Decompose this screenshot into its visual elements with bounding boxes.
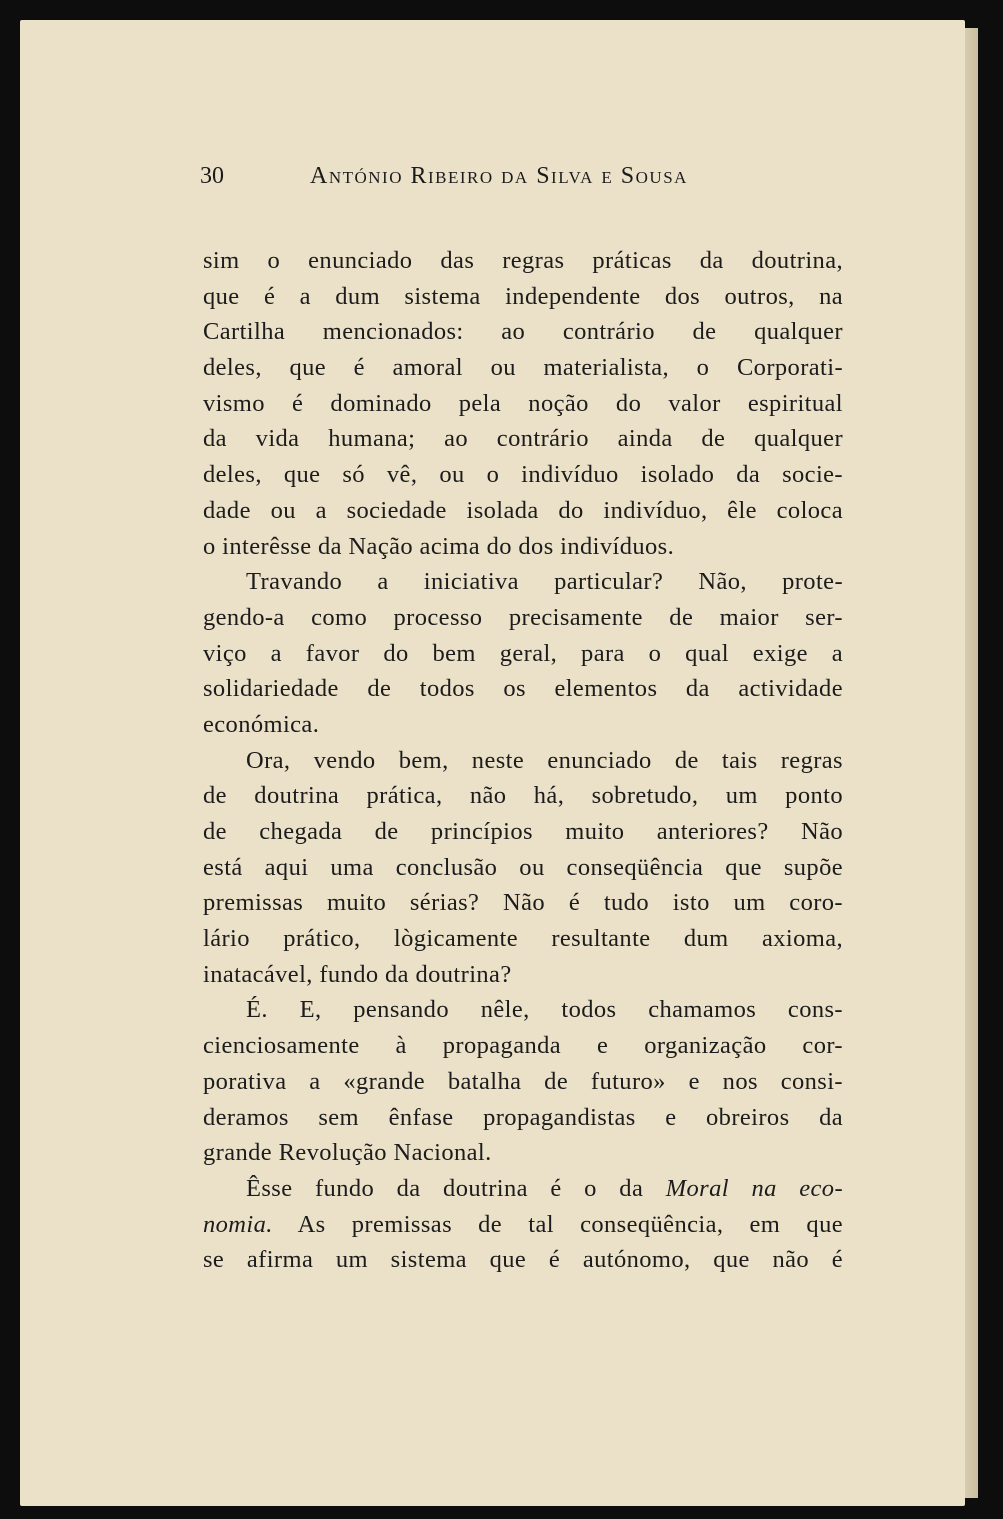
text-line: inatacável, fundo da doutrina?	[203, 960, 512, 988]
text-line: da vida humana; ao contrário ainda de qualquer	[203, 425, 843, 453]
text-line: solidariedade de todos os elementos da actividade	[203, 675, 843, 703]
text-segment: As premissas de tal conseqüência, em que	[272, 1210, 843, 1238]
text-line: gendo-a como processo precisamente de maior ser-	[203, 603, 843, 631]
text-line: viço a favor do bem geral, para o qual exige a	[203, 639, 843, 667]
text-line: porativa a «grande batalha de futuro» e nos consi-	[203, 1067, 843, 1095]
text-line: de chegada de princípios muito anteriores? Não	[203, 818, 843, 845]
text-line: económica.	[203, 710, 320, 738]
text-line: vismo é dominado pela noção do valor espiritual	[203, 389, 843, 417]
text-line: grande Revolução Nacional.	[203, 1139, 492, 1167]
text-line: Cartilha mencionados: ao contrário de qualquer	[203, 318, 843, 346]
text-line: Travando a iniciativa particular? Não, prote-	[246, 568, 843, 596]
text-line: premissas muito sérias? Não é tudo isto um coro-	[203, 889, 843, 917]
text-line: Ora, vendo bem, neste enunciado de tais regras	[246, 746, 843, 774]
text-line: sim o enunciado das regras práticas da doutrina,	[203, 247, 843, 274]
text-line: se afirma um sistema que é autónomo, que não é	[203, 1246, 843, 1274]
text-line	[203, 1207, 843, 1243]
running-header	[200, 163, 760, 199]
text-line	[203, 1171, 843, 1207]
text-line: deramos sem ênfase propagandistas e obreiros da	[203, 1103, 843, 1131]
running-title: António Ribeiro da Silva e Sousa	[310, 163, 688, 189]
text-line: está aqui uma conclusão ou conseqüência que supõe	[203, 853, 843, 881]
italic-text: nomia.	[203, 1210, 273, 1238]
page-number: 30	[200, 163, 224, 189]
text-segment: Êsse fundo da doutrina é o da	[246, 1174, 666, 1202]
next-page-edge	[964, 28, 978, 1498]
text-line: cienciosamente à propaganda e organização cor-	[203, 1032, 843, 1060]
text-line: deles, que só vê, ou o indivíduo isolado da socie-	[203, 461, 843, 489]
text-line: lário prático, lògicamente resultante dum axioma,	[203, 925, 843, 953]
text-line: o interêsse da Nação acima do dos indivíduos.	[203, 532, 675, 560]
text-line: de doutrina prática, não há, sobretudo, um ponto	[203, 782, 843, 810]
text-line: dade ou a sociedade isolada do indivíduo, êle coloca	[203, 496, 843, 524]
text-line: É. E, pensando nêle, todos chamamos cons-	[246, 996, 843, 1024]
text-line: que é a dum sistema independente dos outros, na	[203, 282, 843, 310]
italic-text: Moral na eco-	[665, 1174, 844, 1202]
text-line: deles, que é amoral ou materialista, o Corporati-	[203, 354, 843, 382]
body-text	[203, 243, 843, 1278]
